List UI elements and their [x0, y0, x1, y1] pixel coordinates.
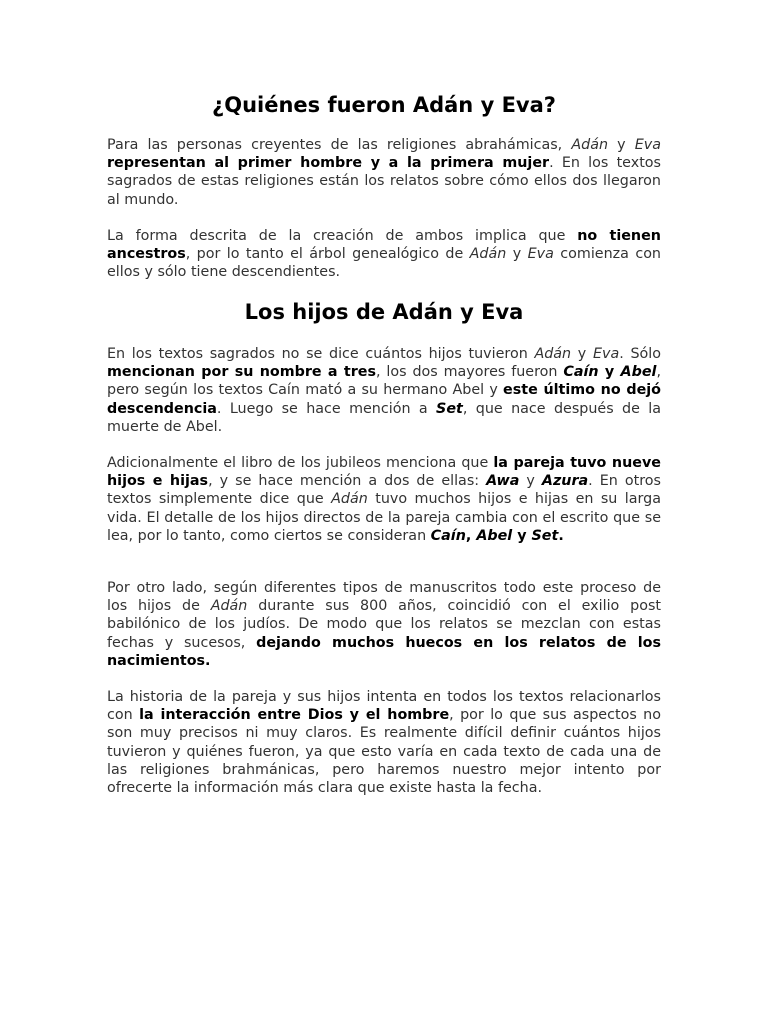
- bold-conjunction: y: [598, 364, 621, 381]
- name-cain: Caín: [563, 364, 599, 381]
- name-azura: Azura: [541, 473, 589, 490]
- bold-phrase: representan al primer hombre y a la primera mujer: [107, 155, 550, 172]
- name-set: Set: [531, 527, 559, 544]
- text-run: , que nace después de la muerte de Abel.: [107, 400, 661, 435]
- text-run: tuvo muchos hijos e hijas en su larga vida. El detalle de los hijos directos de la pareja cambia con el escrito que se lea, por lo tanto, como ciertos se consideran: [107, 491, 661, 544]
- paragraph-historia: [107, 688, 661, 797]
- text-run: y: [519, 473, 542, 490]
- text-run: y: [506, 246, 528, 263]
- text-run: durante sus 800 años, coincidió con el exilio post babilónico de los judíos. De modo que los relatos se mezclan con estas fechas y sucesos,: [107, 598, 661, 651]
- bold-punctuation: ,: [465, 527, 477, 544]
- text-run: La forma descrita de la creación de ambos implica que: [107, 228, 578, 244]
- text-run: , y se hace mención a dos de ellas:: [208, 473, 487, 490]
- name-adan: Adán: [331, 491, 368, 508]
- section-title-adan-eva: ¿Quiénes fueron Adán y Eva?: [212, 93, 556, 117]
- text-run: Para las personas creyentes de las religiones abrahámicas,: [107, 137, 572, 153]
- name-adan: Adán: [571, 137, 609, 153]
- name-abel: Abel: [620, 364, 657, 381]
- text-run: y: [608, 137, 635, 153]
- text-run: Adicionalmente el libro de los jubileos menciona que: [107, 455, 494, 471]
- text-run: Por otro lado, según diferentes tipos de manuscritos todo este proceso de los hijos de: [107, 580, 661, 615]
- name-adan: Adán: [469, 246, 507, 263]
- paragraph-jubileos: [107, 454, 661, 545]
- bold-phrase: la interacción entre Dios y el hombre: [139, 707, 450, 724]
- text-run: , por lo tanto el árbol genealógico de: [185, 246, 470, 263]
- bold-conjunction: y: [512, 527, 532, 544]
- text-run: . Luego se hace mención a: [216, 400, 437, 417]
- bold-phrase: no tienen ancestros: [107, 228, 661, 263]
- text-run: En los textos sagrados no se dice cuántos hijos tuvieron: [107, 346, 535, 362]
- bold-phrase: la pareja tuvo nueve hijos e hijas: [107, 455, 661, 490]
- name-eva: Eva: [527, 246, 554, 263]
- text-run: La historia de la pareja y sus hijos intenta en todos los textos relacionarlos con: [107, 689, 661, 724]
- name-set: Set: [436, 400, 463, 417]
- text-run: comienza con ellos y sólo tiene descendientes.: [107, 246, 661, 281]
- text-run: y: [571, 346, 593, 362]
- name-eva: Eva: [592, 346, 620, 362]
- paragraph-creation: [107, 227, 661, 282]
- bold-phrase: dejando muchos huecos en los relatos de los nacimientos.: [107, 634, 661, 669]
- paragraph-hijos-mencionados: [107, 345, 661, 436]
- name-awa: Awa: [486, 473, 520, 490]
- name-adan: Adán: [534, 346, 572, 362]
- name-cain: Caín: [430, 527, 466, 544]
- paragraph-manuscritos: [107, 579, 661, 670]
- text-run: , por lo que sus aspectos no son muy precisos ni muy claros. Es realmente difícil definir cuántos hijos tuvieron y quiénes fueron, ya que esto varía en cada texto de cada una de las religiones brahmánicas, pero haremos nuestro mejor intento por ofrecerte la información más clara que existe hasta la fecha.: [107, 707, 661, 797]
- name-eva: Eva: [634, 137, 661, 153]
- text-run: , pero según los textos Caín mató a su hermano Abel y: [107, 364, 661, 399]
- text-run: . Sólo: [619, 346, 661, 362]
- bold-phrase: este último no dejó descendencia: [107, 382, 661, 417]
- text-run: . En otros textos simplemente dice que: [107, 473, 661, 508]
- name-adan: Adán: [210, 598, 248, 615]
- bold-punctuation: .: [558, 527, 564, 544]
- paragraph-intro: [107, 136, 661, 209]
- section-title-hijos: Los hijos de Adán y Eva: [244, 300, 524, 324]
- name-abel: Abel: [476, 527, 513, 544]
- text-run: , los dos mayores fueron: [375, 364, 564, 381]
- bold-phrase: mencionan por su nombre a tres: [107, 364, 376, 381]
- text-run: . En los textos sagrados de estas religiones están los relatos sobre cómo ellos dos llegaron al mundo.: [107, 155, 661, 208]
